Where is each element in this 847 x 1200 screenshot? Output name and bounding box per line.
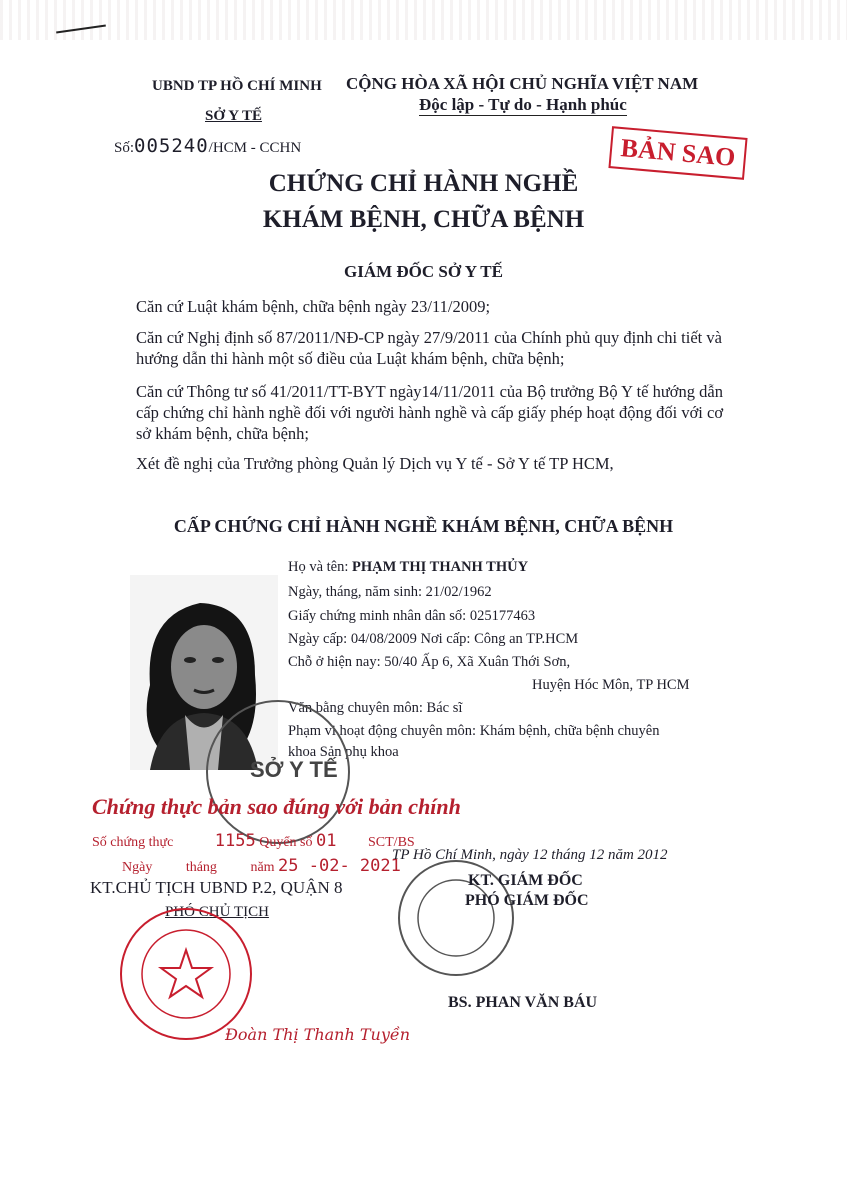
- department-name: SỞ Y TẾ: [205, 108, 262, 124]
- issue-label: Ngày cấp:: [288, 631, 348, 647]
- signer-name: BS. PHAN VĂN BÁU: [448, 994, 598, 1011]
- basis-proposal: Xét đề nghị của Trưởng phòng Quản lý Dịch vụ Y tế - Sở Y tế TP HCM,: [136, 454, 614, 473]
- certification-date-row: [122, 856, 401, 876]
- holder-dob: 21/02/1962: [425, 584, 492, 600]
- issue-place-label: Nơi cấp:: [420, 631, 471, 647]
- scope-line1: Khám bệnh, chữa bệnh chuyên: [479, 723, 660, 739]
- cert-year-label: năm: [250, 860, 275, 875]
- chair-title: KT.CHỦ TỊCH UBND P.2, QUẬN 8: [90, 878, 343, 897]
- vice-chair-title: PHÓ CHỦ TỊCH: [165, 904, 269, 920]
- degree-label: Văn bằng chuyên môn:: [288, 700, 423, 716]
- motto: Độc lập - Tự do - Hạnh phúc: [419, 95, 627, 114]
- holder-name: PHẠM THỊ THANH THỦY: [352, 559, 529, 575]
- holder-id-row: [288, 608, 535, 625]
- dob-label: Ngày, tháng, năm sinh:: [288, 584, 422, 600]
- nation-title: CỘNG HÒA XÃ HỘI CHỦ NGHĨA VIỆT NAM: [346, 74, 699, 93]
- address-line2: Huyện Hóc Môn, TP HCM: [532, 677, 690, 693]
- scope-line2: khoa Sản phụ khoa: [288, 744, 399, 760]
- holder-dob-row: [288, 584, 492, 601]
- basis-decree: Căn cứ Nghị định số 87/2011/NĐ-CP ngày 27/9/2011 của Chính phủ quy định chi tiết và hướng dẫn thi hành một số điều của Luật khám bệnh, chữa bệnh;: [136, 328, 722, 368]
- basis-circular: Căn cứ Thông tư số 41/2011/TT-BYT ngày14/11/2011 của Bộ trưởng Bộ Y tế hướng dẫn cấp chứng chỉ hành nghề đối với người hành nghề và cấp giấy phép hoạt động đối với cơ sở khám bệnh, chữa bệnh;: [136, 382, 724, 443]
- signer-title-line2: PHÓ GIÁM ĐỐC: [465, 892, 589, 909]
- certification-number-row: [92, 831, 415, 851]
- issue-date: 04/08/2009: [350, 631, 417, 647]
- number-suffix: /HCM - CCHN: [208, 140, 302, 156]
- number-prefix: Số:: [114, 140, 135, 156]
- holder-address-row: [288, 654, 570, 671]
- address-line1: 50/40 Ấp 6, Xã Xuân Thới Sơn,: [384, 654, 571, 670]
- basis-law: Căn cứ Luật khám bệnh, chữa bệnh ngày 23/11/2009;: [136, 297, 491, 316]
- department-seal-text: SỞ Y TẾ: [250, 757, 338, 782]
- scope-label: Phạm vi hoạt động chuyên môn:: [288, 723, 477, 739]
- grant-heading: CẤP CHỨNG CHỈ HÀNH NGHỀ KHÁM BỆNH, CHỮA BỆNH: [173, 516, 674, 536]
- agency-name: UBND TP HỒ CHÍ MINH: [152, 78, 322, 94]
- holder-issue-row: [288, 631, 578, 648]
- certificate-title-line2: KHÁM BỆNH, CHỮA BỆNH: [262, 206, 585, 233]
- cert-number-value: 1155: [214, 831, 256, 851]
- cert-book-label: Quyển số: [259, 835, 313, 850]
- holder-scope-row: [288, 723, 660, 740]
- cert-month-label: tháng: [185, 860, 217, 875]
- name-label: Họ và tên:: [288, 559, 349, 575]
- ward-signature: Đoàn Thị Thanh Tuyền: [225, 1025, 411, 1044]
- certificate-title-line1: CHỨNG CHỈ HÀNH NGHỀ: [268, 170, 579, 197]
- cert-day-label: Ngày: [122, 860, 153, 875]
- issuer-title: GIÁM ĐỐC SỞ Y TẾ: [343, 262, 503, 281]
- cert-book-value: 01: [316, 831, 337, 851]
- ward-seal: [120, 908, 252, 1040]
- issue-place: Công an TP.HCM: [474, 631, 579, 647]
- id-label: Giấy chứng minh nhân dân số:: [288, 608, 467, 624]
- address-label: Chỗ ở hiện nay:: [288, 654, 381, 670]
- copy-stamp: BẢN SAO: [608, 126, 747, 180]
- cert-book-suffix: SCT/BS: [368, 835, 415, 850]
- ward-seal-emblem: [122, 910, 250, 1038]
- cert-number-label: Số chứng thực: [92, 835, 174, 850]
- department-seal: [206, 700, 350, 844]
- document-number: [114, 135, 301, 157]
- page-top-texture: [0, 0, 847, 40]
- cert-date-value: 25 -02- 2021: [278, 856, 401, 876]
- holder-id: 025177463: [469, 608, 536, 624]
- signer-title-line1: KT. GIÁM ĐỐC: [468, 872, 583, 889]
- certification-heading: Chứng thực bản sao đúng với bản chính: [92, 794, 461, 819]
- place-and-date: TP Hồ Chí Minh, ngày 12 tháng 12 năm 2012: [392, 847, 668, 863]
- holder-name-row: [288, 559, 528, 576]
- number-value: 005240: [134, 135, 209, 157]
- holder-degree: Bác sĩ: [426, 700, 463, 716]
